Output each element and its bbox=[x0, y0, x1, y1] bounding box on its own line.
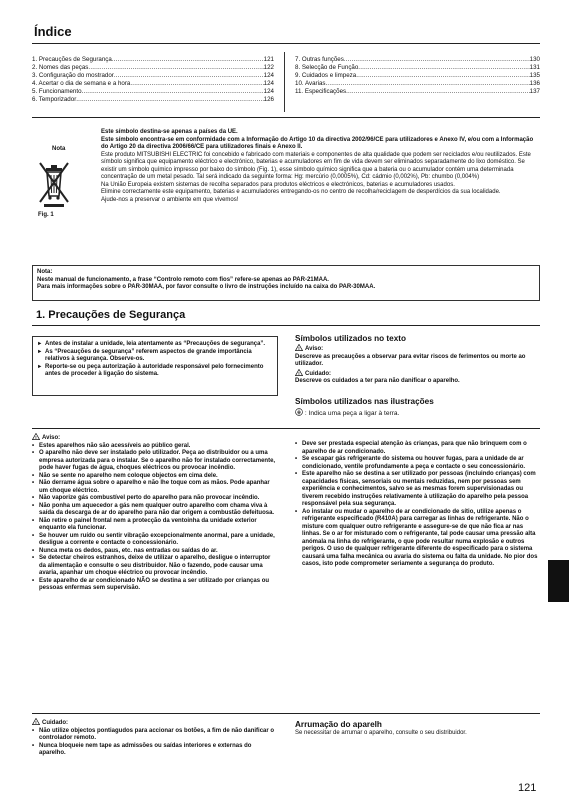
toc-divider bbox=[284, 52, 285, 112]
cuidado-label bbox=[295, 369, 540, 379]
toc-entry-page: 126 bbox=[263, 96, 274, 104]
toc-entry[interactable] bbox=[295, 72, 540, 80]
toc-left bbox=[32, 56, 274, 105]
toc-entry[interactable] bbox=[32, 56, 274, 64]
toc-entry-page: 136 bbox=[529, 80, 540, 88]
page-number: 121 bbox=[518, 782, 537, 794]
weee-paragraph: Elimine correctamente este equipamento, baterias e acumuladores entregando-os no centro de recolha/reciclagem de desperdícios da sua localidade. bbox=[101, 189, 501, 195]
intro-item: ► As “Precauções de segurança” referem aspectos de grande importância relativos à segurança. Observe-os. bbox=[37, 349, 273, 364]
cuidado-rule bbox=[32, 713, 540, 714]
symbols-illus bbox=[295, 397, 540, 418]
toc-entry-page: 124 bbox=[263, 72, 274, 80]
svg-text:!: ! bbox=[298, 370, 300, 376]
toc-entry-title: 3. Configuração do mostrador bbox=[32, 72, 114, 80]
toc-entry-title: 2. Nomes das peças bbox=[32, 64, 89, 72]
note-label: Nota: bbox=[37, 269, 53, 275]
toc-entry[interactable] bbox=[295, 56, 540, 64]
cuidado-label-text: Cuidado: bbox=[305, 370, 331, 377]
toc-entry-page: 131 bbox=[529, 64, 540, 72]
toc-dot-leader bbox=[344, 56, 530, 64]
aviso-item: • Não retire o painel frontal nem a protecção da ventoinha da unidade exterior enquanto ela funcionar. bbox=[32, 518, 278, 533]
title-rule bbox=[32, 43, 540, 44]
cuidado-section-label-text: Cuidado: bbox=[42, 720, 68, 726]
toc-dot-leader bbox=[76, 96, 263, 104]
warning-icon bbox=[295, 344, 303, 351]
aviso-right bbox=[295, 441, 540, 569]
crossed-bin-icon bbox=[36, 158, 72, 208]
toc-entry[interactable] bbox=[32, 80, 274, 88]
toc-entry-page: 130 bbox=[529, 56, 540, 63]
toc-entry-title: 10. Avarias bbox=[295, 80, 326, 88]
aviso-label-text: Aviso: bbox=[305, 346, 324, 352]
symbols-text-title: Símbolos utilizados no texto bbox=[295, 334, 406, 343]
toc-entry-title: 1. Precauções de Segurança bbox=[32, 56, 112, 63]
arrumacao bbox=[295, 720, 540, 738]
toc-entry[interactable] bbox=[295, 64, 540, 72]
weee-fig-label: Fig. 1 bbox=[38, 212, 54, 218]
svg-text:!: ! bbox=[298, 345, 300, 351]
arrumacao-title: Arrumação do aparelh bbox=[295, 720, 382, 729]
toc-dot-leader bbox=[82, 88, 264, 96]
earth-text: : Indica uma peça a ligar à terra. bbox=[304, 410, 400, 417]
toc-dot-leader bbox=[358, 64, 529, 72]
toc-dot-leader bbox=[114, 72, 264, 80]
toc-entry-title: 11. Especificações bbox=[295, 88, 347, 96]
toc-entry-page: 137 bbox=[529, 88, 540, 96]
toc-entry-page: 135 bbox=[529, 72, 540, 80]
aviso-label bbox=[295, 344, 540, 354]
toc-entry[interactable] bbox=[32, 72, 274, 80]
weee-paragraph: Este símbolo encontra-se em conformidade com a Informação do Artigo 10 da directiva 2002/96/CE para utilizadores e Anexo IV, e/ou com a Informação do Artigo 20 da directiva 2006/66/CE para utilizadores finais e Anexo II. bbox=[101, 136, 534, 150]
aviso-item: • Se houver um ruído ou sentir vibração excepcionalmente anormal, pare a unidade, desligue a corrente e contacte o concessionário. bbox=[32, 533, 278, 548]
symbols-illus-title: Símbolos utilizados nas ilustrações bbox=[295, 397, 434, 406]
aviso-item: • Este aparelho não se destina a ser utilizado por pessoas (incluindo crianças) com capacidades físicas, sensoriais ou mentais reduzidas, nem por pessoas sem experiência e conhecimentos, salvo se as mesmas forem supervisionadas ou tiverem recebido instruções relativamente à utilização do aparelho pela pessoa responsável pela sua segurança. bbox=[295, 471, 540, 509]
toc-dot-leader bbox=[326, 80, 530, 88]
toc-entry-title: 8. Selecção de Função bbox=[295, 64, 359, 72]
note-line: Para mais informações sobre o PAR-30MAA, por favor consulte o livro de instruções incluído na caixa do PAR-30MAA. bbox=[37, 284, 376, 290]
toc-entry-title: 6. Temporizador bbox=[32, 96, 77, 104]
toc-entry[interactable] bbox=[32, 96, 274, 104]
aviso-item: • Ao instalar ou mudar o aparelho de ar condicionado de sítio, utilize apenas o refrigerante especificado (R410A) para carregar as linhas de refrigerante. Não o misture com qualquer outro refrigerante e assegure-se de que não fica ar nas linhas. Se o ar for misturado com o refrigerante, tal pode causar uma pressão alta anómala na linha do refrigerante, o que pode resultar numa explosão e outros perigos. O uso de qualquer refrigerante diferente do especificado para o sistema causará uma falha mecânica ou avaria do sistema ou falta da unidade. No pior dos casos, isto pode comprometer seriamente a segurança do produto. bbox=[295, 509, 540, 569]
aviso-item: • Não vaporize gás combustível perto do aparelho para não provocar incêndio. bbox=[32, 495, 278, 503]
aviso-section-label-text: Aviso: bbox=[42, 435, 61, 441]
weee-paragraph: Este símbolo destina-se apenas a países da UE. bbox=[101, 129, 238, 135]
toc-entry-page: 122 bbox=[263, 64, 274, 72]
section-rule bbox=[32, 325, 540, 326]
toc-dot-leader bbox=[346, 88, 530, 96]
cuidado-text: Descreve os cuidados a ter para não danificar o aparelho. bbox=[295, 378, 460, 384]
page-title: Índice bbox=[34, 24, 72, 39]
note-line: Neste manual de funcionamento, a frase “Controlo remoto com fios” refere-se apenas ao PAR-21MAA. bbox=[37, 276, 329, 283]
aviso-item: • Estes aparelhos não são acessíveis ao público geral. bbox=[32, 443, 278, 451]
aviso-item: • Nunca meta os dedos, paus, etc. nas entradas ou saídas do ar. bbox=[32, 548, 278, 556]
aviso-item: • Não derrame água sobre o aparelho e não lhe toque com as mãos. Pode apanhar um choque eléctrico. bbox=[32, 480, 278, 495]
aviso-item: • O aparelho não deve ser instalado pelo utilizador. Peça ao distribuidor ou a uma empresa autorizada para o instalar. Se o aparelho não for instalado correctamente, pode haver fugas de água, choques eléctricos ou provocar incêndio. bbox=[32, 450, 278, 473]
toc-dot-leader bbox=[130, 80, 263, 88]
intro-box bbox=[32, 336, 278, 396]
toc-entry-title: 7. Outras funções bbox=[295, 56, 344, 63]
weee-paragraph: Ajude-nos a preservar o ambiente em que vivemos! bbox=[101, 196, 239, 203]
aviso-item: • Se escapar gás refrigerante do sistema ou houver fugas, para a unidade de ar condicionado, ventile profundamente a peça e contacte o seu concessionário. bbox=[295, 456, 540, 471]
aviso-rule bbox=[32, 428, 540, 429]
aviso-left bbox=[32, 433, 278, 593]
earth-row bbox=[295, 408, 540, 418]
aviso-text: Descreve as precauções a observar para evitar riscos de ferimentos ou morte ao utilizador. bbox=[295, 353, 526, 367]
aviso-item: • Deve ser prestada especial atenção às crianças, para que não brinquem com o aparelho de ar condicionado. bbox=[295, 441, 540, 456]
cuidado-section-label bbox=[32, 718, 278, 728]
toc-entry-page: 124 bbox=[263, 80, 274, 88]
weee-paragraph: Este produto MITSUBISHI ELECTRIC foi concebido e fabricado com materiais e componentes de alta qualidade que podem ser reciclados e/ou reutilizados. Este símbolo significa que equipamento eléctrico e electrónico, baterias e acumuladores em fim de vida devem ser eliminados separadamente do lixo doméstico. Se existir um símbolo químico impresso por baixo do símbolo (Fig. 1), esse símbolo químico significa que a bateria ou o acumulador contém uma determinada concentração de um metal pesado. Tal será indicado da seguinte forma: Hg: mercúrio (0,0005%), Cd: cádmio (0,002%), Pb: chumbo (0,004%) bbox=[101, 151, 531, 180]
aviso-item: • Se detectar cheiros estranhos, deixe de utilizar o aparelho, desligue o interruptor da alimentação e consulte o seu distribuidor. Não o fazendo, pode causar uma avaria, apanhar um choque eléctrico ou provocar incêndio. bbox=[32, 555, 278, 578]
earth-icon bbox=[295, 408, 303, 416]
svg-text:!: ! bbox=[35, 719, 37, 725]
section-title: 1. Precauções de Segurança bbox=[36, 309, 186, 321]
toc-dot-leader bbox=[356, 72, 529, 80]
toc-dot-leader bbox=[88, 64, 263, 72]
intro-item: ► Reporte-se ou peça autorização à autoridade responsável pelo fornecimento antes de proceder à ligação do sistema. bbox=[37, 364, 273, 379]
toc-entry[interactable] bbox=[295, 88, 540, 96]
aviso-item: • Não se sente no aparelho nem coloque objectos em cima dele. bbox=[32, 473, 278, 481]
caution-icon bbox=[295, 369, 303, 376]
cuidado-item: • Nunca bloqueie nem tape as admissões ou saídas interiores e externas do aparelho. bbox=[32, 743, 278, 758]
warning-icon bbox=[32, 433, 40, 440]
toc-entry[interactable] bbox=[32, 88, 274, 96]
toc-dot-leader bbox=[112, 56, 264, 64]
cuidado-section bbox=[32, 718, 278, 758]
toc-entry-page: 124 bbox=[263, 88, 274, 96]
aviso-section-label bbox=[32, 433, 278, 443]
weee-paragraph: Na União Europeia existem sistemas de recolha separados para produtos eléctricos e electrónicos, baterias e acumuladores usados. bbox=[101, 181, 455, 188]
toc-right bbox=[295, 56, 540, 96]
symbols-text bbox=[295, 334, 540, 386]
aviso-item: • Este aparelho de ar condicionado NÃO se destina a ser utilizado por crianças ou pessoas enfermas sem supervisão. bbox=[32, 578, 278, 593]
cuidado-item: • Não utilize objectos pontiagudos para accionar os botões, a fim de não danificar o controlador remoto. bbox=[32, 728, 278, 743]
toc-entry-title: 5. Funcionamento bbox=[32, 88, 82, 96]
side-tab bbox=[548, 560, 569, 602]
toc-entry-title: 9. Cuidados e limpeza bbox=[295, 72, 357, 80]
caution-icon bbox=[32, 718, 40, 725]
note-box bbox=[32, 265, 540, 301]
toc-entry-title: 4. Acertar o dia de semana e a hora bbox=[32, 80, 131, 88]
toc-rule bbox=[32, 117, 540, 118]
aviso-item: • Não ponha um aquecedor a gás nem qualquer outro aparelho com chama viva à saída da descarga de ar do aparelho para não dar origem a combustão defeituosa. bbox=[32, 503, 278, 518]
weee-note-label: Nota bbox=[52, 146, 66, 152]
toc-entry[interactable] bbox=[295, 80, 540, 88]
svg-text:!: ! bbox=[35, 434, 37, 440]
arrumacao-text: Se necessitar de arrumar o aparelho, consulte o seu distribuidor. bbox=[295, 730, 467, 736]
toc-entry[interactable] bbox=[32, 64, 274, 72]
weee-text bbox=[101, 129, 539, 204]
toc-entry-page: 121 bbox=[263, 56, 274, 63]
intro-item: ► Antes de instalar a unidade, leia atentamente as “Precauções de segurança”. bbox=[37, 341, 273, 349]
